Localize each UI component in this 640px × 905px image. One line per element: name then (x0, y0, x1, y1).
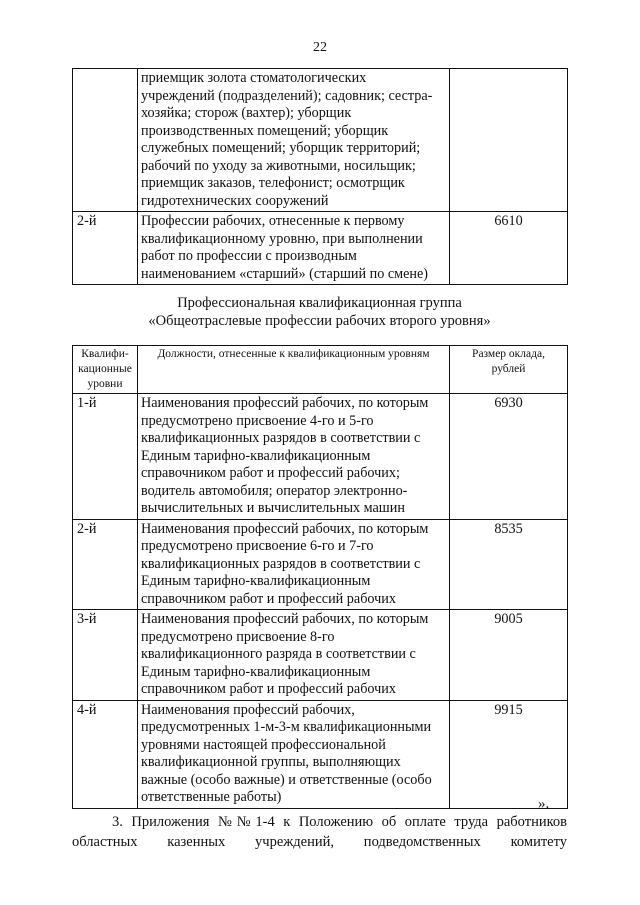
salary-cell (450, 69, 568, 212)
description-line: приемщик заказов, телефонист; осмотрщик (141, 175, 405, 191)
qualification-table-level-2 (72, 345, 568, 809)
description-line: квалификационных разрядов в соответствии с (141, 430, 421, 446)
table-row (73, 700, 568, 808)
description-line: предусмотрено присвоение 6-го и 7-го (141, 538, 374, 554)
description-line: предусмотренных 1-м-3-м квалификационными (141, 719, 432, 735)
header-positions: Должности, отнесенные к квалификационным уровням (138, 346, 450, 394)
description-line: приемщик золота стоматологических (141, 70, 367, 86)
table-row (73, 610, 568, 701)
description-cell (138, 519, 450, 610)
paragraph-text: 3. Приложения №№1-4 к Положению об оплате труда работников областных казенных учреждений, подведомственных комитету (72, 814, 567, 850)
description-cell (138, 700, 450, 808)
description-cell (138, 69, 450, 212)
page-number: 22 (313, 40, 327, 55)
description-line: наименованием «старший» (старший по смене) (141, 265, 429, 282)
description-line: важные (особо важные) и ответственные (особо (141, 771, 432, 788)
description-line: вычислительных и вычислительных машин (141, 500, 405, 516)
table-row (73, 394, 568, 520)
table-row (73, 212, 568, 285)
description-line: водитель автомобиля; оператор электронно- (141, 482, 408, 499)
description-line: Единым тарифно-квалификационным (141, 573, 371, 589)
description-line: Единым тарифно-квалификационным (141, 663, 371, 680)
table-header-row (73, 346, 568, 394)
table-row (73, 69, 568, 212)
description-line: Единым тарифно-квалификационным (141, 447, 371, 464)
description-line: ответственные работы) (141, 789, 282, 805)
header-levels: Квалифи- кационные уровни (73, 346, 138, 394)
group-title (72, 294, 567, 330)
level-cell (73, 69, 138, 212)
salary-cell: 9915 (450, 700, 568, 808)
description-line: квалификационному уровню, при выполнении (141, 230, 423, 247)
description-cell (138, 212, 450, 285)
level-cell: 2-й (73, 519, 138, 610)
level-cell: 4-й (73, 700, 138, 808)
description-line: производственных помещений; уборщик (141, 122, 389, 139)
group-title-line-2: «Общеотраслевые профессии рабочих второго уровня» (148, 313, 491, 329)
description-line: Наименования профессий рабочих, по которым (141, 611, 429, 627)
level-cell: 2-й (73, 212, 138, 285)
salary-cell: 6930 (450, 394, 568, 520)
group-title-line-1: Профессиональная квалификационная группа (177, 295, 462, 311)
description-line: хозяйка; сторож (вахтер); уборщик (141, 105, 352, 121)
description-line: работ по профессии с производным (141, 248, 357, 264)
salary-cell: 6610 (450, 212, 568, 285)
description-line: квалификационных разрядов в соответствии с (141, 555, 421, 572)
description-line: предусмотрено присвоение 4-го и 5-го (141, 412, 374, 429)
description-line: квалификационной группы, выполняющих (141, 754, 401, 770)
qualification-table-continued (72, 68, 568, 285)
description-line: квалификационного разряда в соответствии с (141, 646, 416, 662)
description-line: предусмотрено присвоение 8-го (141, 628, 335, 645)
salary-cell: 8535 (450, 519, 568, 610)
description-cell (138, 394, 450, 520)
table-row (73, 519, 568, 610)
description-line: Наименования профессий рабочих, (141, 701, 355, 718)
description-line: рабочий по уходу за животными, носильщик; (141, 157, 416, 174)
level-cell: 1-й (73, 394, 138, 520)
description-line: справочником работ и профессий рабочих (141, 590, 396, 607)
description-line: справочником работ и профессий рабочих; (141, 465, 400, 481)
level-cell: 3-й (73, 610, 138, 701)
description-line: Наименования профессий рабочих, по которым (141, 395, 429, 411)
description-line: Наименования профессий рабочих, по которым (141, 520, 429, 537)
description-line: служебных помещений; уборщик территорий; (141, 140, 421, 156)
description-cell (138, 610, 450, 701)
description-line: гидротехнических сооружений (141, 192, 329, 209)
description-line: справочником работ и профессий рабочих (141, 681, 396, 697)
description-line: учреждений (подразделений); садовник; сестра- (141, 87, 433, 104)
description-line: Профессии рабочих, отнесенные к первому (141, 213, 405, 229)
salary-cell: 9005 (450, 610, 568, 701)
description-line: уровнями настоящей профессиональной (141, 736, 386, 753)
header-salary: Размер оклада, рублей (450, 346, 568, 394)
closing-quote: ». (538, 796, 550, 812)
